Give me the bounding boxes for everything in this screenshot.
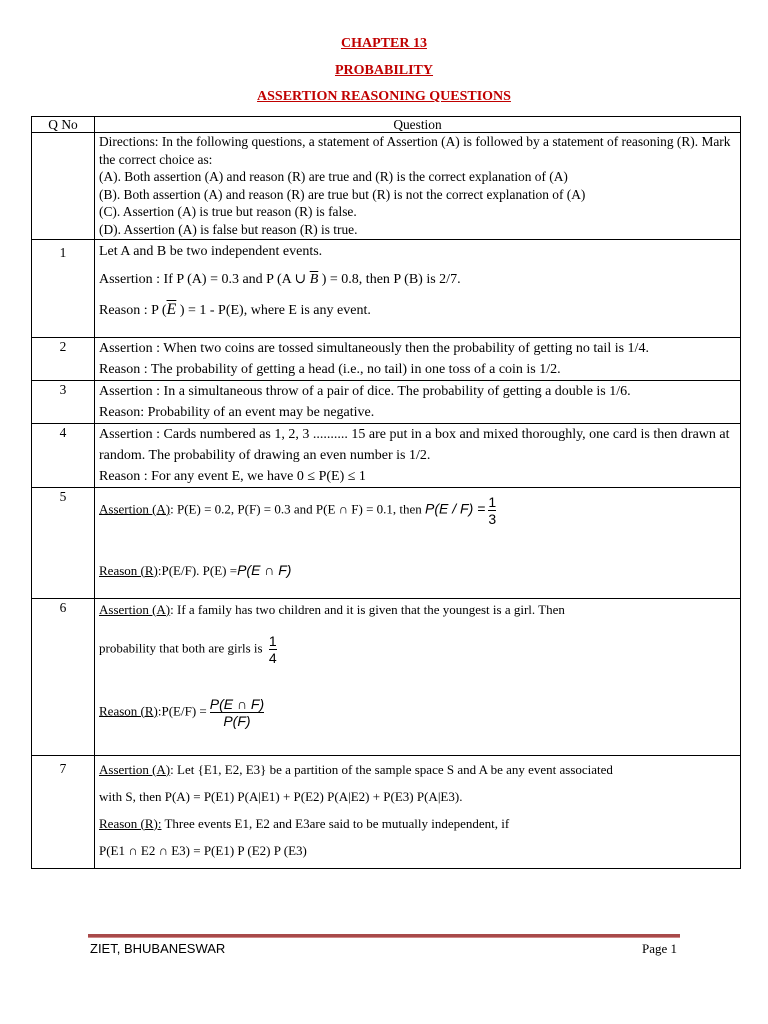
question-cell (95, 337, 741, 380)
header-question: Question (95, 117, 741, 133)
subject-title: PROBABILITY (334, 63, 434, 78)
q5-assertion-label: Assertion (A) (99, 501, 171, 517)
fraction-numerator: 1 (268, 632, 277, 649)
q5-reason (99, 561, 736, 580)
q5-reason-expr: P(E ∩ F) (237, 561, 292, 578)
q4-reason: Reason : For any event E, we have 0 ≤ P(E) ≤ 1 (99, 468, 366, 484)
table-row (32, 598, 741, 755)
fraction-numerator: P(E ∩ F) (209, 695, 265, 712)
fraction-denominator: 4 (268, 649, 277, 666)
qno-cell: 1 (32, 239, 95, 337)
q7-reason-cont: P(E1 ∩ E2 ∩ E3) = P(E1) P (E2) P (E3) (99, 842, 307, 858)
directions-text: Directions: In the following questions, a statement of Assertion (A) is followed by a statement of reasoning (R). Mark the correct choice as: (99, 134, 731, 167)
q3-reason: Reason: Probability of an event may be negative. (99, 404, 375, 420)
q5-assertion (99, 494, 736, 527)
q7-reason-text: Three events E1, E2 and E3are said to be mutually independent, if (161, 815, 510, 831)
option-d: (D). Assertion (A) is false but reason (R) is true. (99, 221, 358, 237)
q5-assertion-text: : P(E) = 0.2, P(F) = 0.3 and P(E ∩ F) = 0.1, then (170, 501, 426, 517)
q7-assertion-text: : Let {E1, E2, E3} be a partition of the sample space S and A be any event associated (170, 761, 613, 777)
q1-assertion-pre: Assertion : If P (A) = 0.3 and P (A ∪ (99, 271, 310, 287)
footer-rule (88, 934, 680, 938)
fraction-denominator: P(F) (210, 712, 264, 729)
q4-assertion: Assertion : Cards numbered as 1, 2, 3 .......... 15 are put in a box and mixed thoroughly, one card is then drawn at random. The probability of drawing an even number is 1/2. (99, 426, 730, 463)
q6-reason (99, 696, 736, 729)
q5-reason-label: Reason (R) (99, 562, 158, 578)
q1-assertion (99, 271, 736, 289)
chapter-title: CHAPTER 13 (341, 36, 427, 51)
question-cell (95, 487, 741, 598)
header-qno: Q No (32, 117, 95, 133)
question-cell (95, 755, 741, 868)
table-row (32, 133, 741, 240)
q1-assertion-post: ) = 0.8, then P (B) is 2/7. (318, 271, 461, 287)
q6-assertion-fraction (269, 633, 277, 666)
q7-reason (99, 810, 736, 837)
q6-reason-fraction (210, 696, 264, 729)
q5-reason-text: :P(E/F). P(E) = (157, 562, 238, 578)
q6-assertion-text2: probability that both are girls is (99, 640, 266, 656)
q5-assertion-expr: P(E / F) = (425, 500, 486, 517)
table-row (32, 423, 741, 487)
q1-reason-pre: Reason : P ( (99, 302, 167, 318)
q7-assertion-cont: with S, then P(A) = P(E1) P(A|E1) + P(E2) P(A|E2) + P(E3) P(A|E3). (99, 788, 463, 804)
q7-assertion-label: Assertion (A) (99, 761, 171, 777)
q6-assertion-cont (99, 633, 736, 666)
q1-reason-bar: $\overline{E}$ (166, 300, 177, 318)
qno-cell: 3 (32, 380, 95, 423)
footer-institution: ZIET, BHUBANESWAR (90, 941, 226, 956)
option-c: (C). Assertion (A) is true but reason (R) is false. (99, 204, 357, 220)
question-cell (95, 423, 741, 487)
question-cell (95, 380, 741, 423)
q7-assertion (99, 756, 736, 783)
q5-assertion-fraction (488, 494, 496, 527)
table-row (32, 239, 741, 337)
directions-cell (95, 133, 741, 240)
question-cell (95, 239, 741, 337)
q6-reason-text: :P(E/F) = (157, 703, 207, 719)
q6-reason-label: Reason (R) (99, 703, 158, 719)
footer-page-number: Page 1 (641, 941, 677, 956)
q6-assertion (99, 601, 736, 619)
qno-cell: 6 (32, 598, 95, 755)
table-row (32, 337, 741, 380)
qno-cell: 2 (32, 337, 95, 380)
table-row (32, 487, 741, 598)
fraction-numerator: 1 (488, 493, 497, 510)
questions-table (31, 116, 741, 869)
table-row (32, 755, 741, 868)
qno-cell (32, 133, 95, 240)
section-title: ASSERTION REASONING QUESTIONS (257, 89, 511, 104)
q3-assertion: Assertion : In a simultaneous throw of a pair of dice. The probability of getting a double is 1/6. (99, 383, 631, 399)
fraction-denominator: 3 (488, 510, 497, 527)
q1-line: Let A and B be two independent events. (99, 243, 323, 259)
q1-reason-post: ) = 1 - P(E), where E is any event. (176, 302, 371, 318)
qno-cell: 7 (32, 755, 95, 868)
table-header-row (32, 117, 741, 133)
q1-assertion-bar: $\overline{B}$ (309, 271, 319, 287)
q2-reason: Reason : The probability of getting a head (i.e., no tail) in one toss of a coin is 1/2. (99, 361, 561, 377)
q7-reason-label: Reason (R): (99, 815, 162, 831)
q1-reason (99, 301, 736, 320)
option-a: (A). Both assertion (A) and reason (R) are true and (R) is the correct explanation of (A) (99, 169, 568, 185)
qno-cell: 4 (32, 423, 95, 487)
q2-assertion: Assertion : When two coins are tossed simultaneously then the probability of getting no tail is 1/4. (99, 340, 649, 356)
q6-assertion-label: Assertion (A) (99, 601, 171, 617)
qno-cell: 5 (32, 487, 95, 598)
table-row (32, 380, 741, 423)
option-b: (B). Both assertion (A) and reason (R) are true but (R) is not the correct explanation of (A) (99, 186, 586, 202)
question-cell (95, 598, 741, 755)
q6-assertion-text: : If a family has two children and it is given that the youngest is a girl. Then (170, 601, 565, 617)
